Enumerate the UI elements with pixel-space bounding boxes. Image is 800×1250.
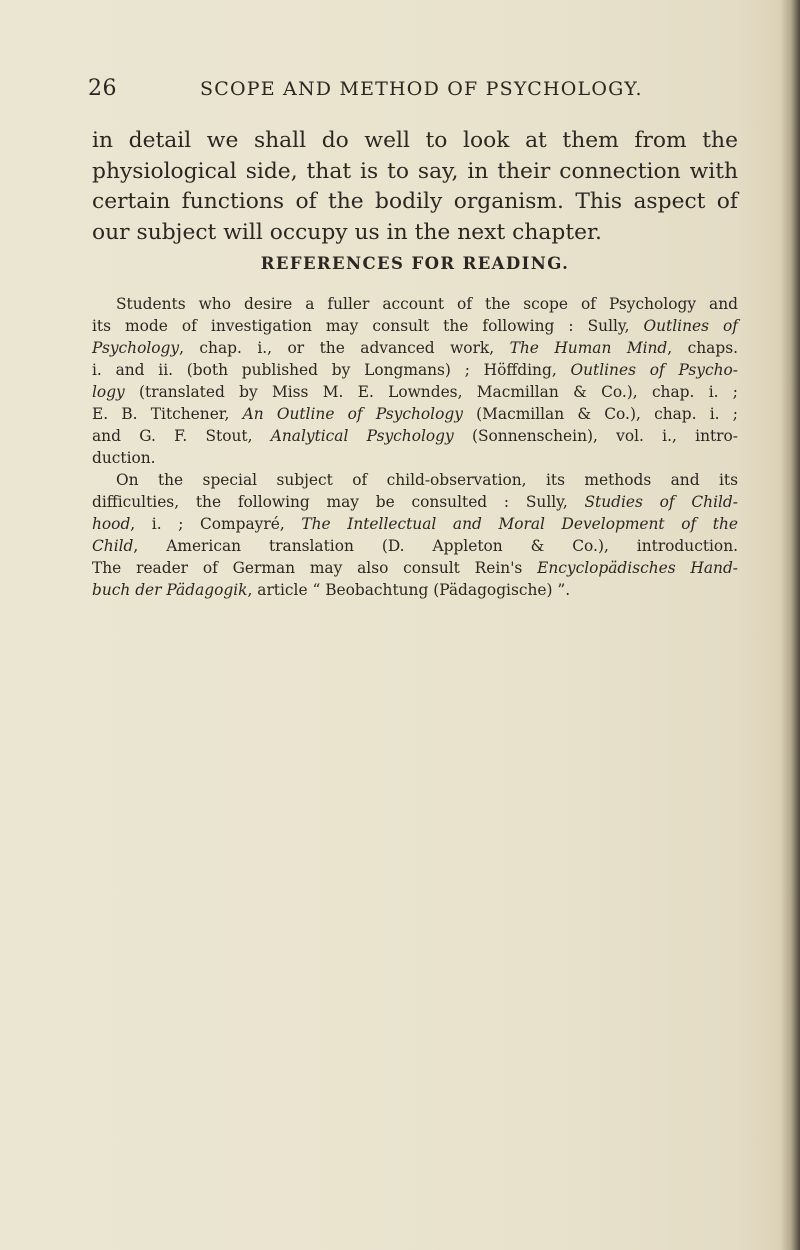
reference-line — [92, 557, 738, 579]
reference-text: On the special subject of child-observation, its methods and its — [116, 471, 738, 489]
reference-line — [92, 513, 738, 535]
references-paragraph-2 — [92, 469, 738, 601]
book-title: buch der Pädagogik — [92, 581, 248, 599]
references-paragraph-1 — [92, 293, 738, 469]
book-title: Encyclopädisches Hand- — [537, 559, 738, 577]
book-title: hood — [92, 515, 131, 533]
reference-text: duction. — [92, 449, 156, 467]
reference-text: , American translation (D. Appleton & Co.), introduction. — [133, 537, 738, 555]
book-title: logy — [92, 383, 125, 401]
body-line: in detail we shall do well to look at them from the — [92, 128, 738, 153]
reference-line — [92, 403, 738, 425]
page-number: 26 — [88, 76, 117, 101]
reference-text: E. B. Titchener, — [92, 405, 243, 423]
references-section — [92, 293, 738, 601]
reference-line — [92, 491, 738, 513]
book-title: Analytical Psychology — [270, 427, 454, 445]
book-title: Child — [92, 537, 134, 555]
page-header — [88, 76, 728, 116]
reference-text: , article “ Beobachtung (Pädagogische) ”. — [247, 581, 571, 599]
reference-line — [92, 315, 738, 337]
book-title: The Intellectual and Moral Development of the — [301, 515, 738, 533]
references-heading: REFERENCES FOR READING. — [260, 254, 570, 273]
reference-line — [92, 381, 738, 403]
body-line: certain functions of the bodily organism. This aspect of — [92, 189, 738, 214]
reference-line — [92, 293, 738, 315]
book-title: Outlines of Psycho- — [570, 361, 738, 379]
reference-text: Students who desire a fuller account of the scope of Psychology and — [116, 295, 738, 313]
reference-text: , chaps. — [667, 339, 739, 357]
body-line: physiological side, that is to say, in their connection with — [92, 158, 738, 184]
reference-line — [92, 469, 738, 491]
book-title: Studies of Child- — [584, 493, 738, 511]
reference-text: difficulties, the following may be consulted : Sully, — [92, 493, 585, 511]
running-title: SCOPE AND METHOD OF PSYCHOLOGY. — [200, 78, 643, 100]
reference-text: and G. F. Stout, — [92, 427, 271, 445]
book-title: Outlines of — [643, 317, 738, 335]
reference-line — [92, 337, 738, 359]
book-title: An Outline of Psychology — [242, 405, 463, 423]
reference-line — [92, 535, 738, 557]
reference-line — [92, 579, 738, 601]
book-title: Psychology — [92, 339, 180, 357]
reference-text: (Sonnenschein), vol. i., intro- — [453, 427, 738, 445]
reference-line — [92, 447, 738, 469]
body-line: our subject will occupy us in the next chapter. — [92, 219, 602, 245]
reference-text: (translated by Miss M. E. Lowndes, Macmillan & Co.), chap. i. ; — [124, 383, 738, 401]
reference-text: i. and ii. (both published by Longmans) ; Höffding, — [92, 361, 571, 379]
book-title: The Human Mind — [509, 339, 668, 357]
reference-text: its mode of investigation may consult the following : Sully, — [92, 317, 644, 335]
reference-text: (Macmillan & Co.), chap. i. ; — [462, 405, 738, 423]
reference-text: , i. ; Compayré, — [130, 515, 302, 533]
reference-text: The reader of German may also consult Rein's — [92, 559, 538, 577]
body-paragraph — [92, 126, 738, 248]
reference-line — [92, 425, 738, 447]
page-edge-shadow — [780, 0, 800, 1250]
reference-text: , chap. i., or the advanced work, — [179, 339, 510, 357]
reference-line — [92, 359, 738, 381]
